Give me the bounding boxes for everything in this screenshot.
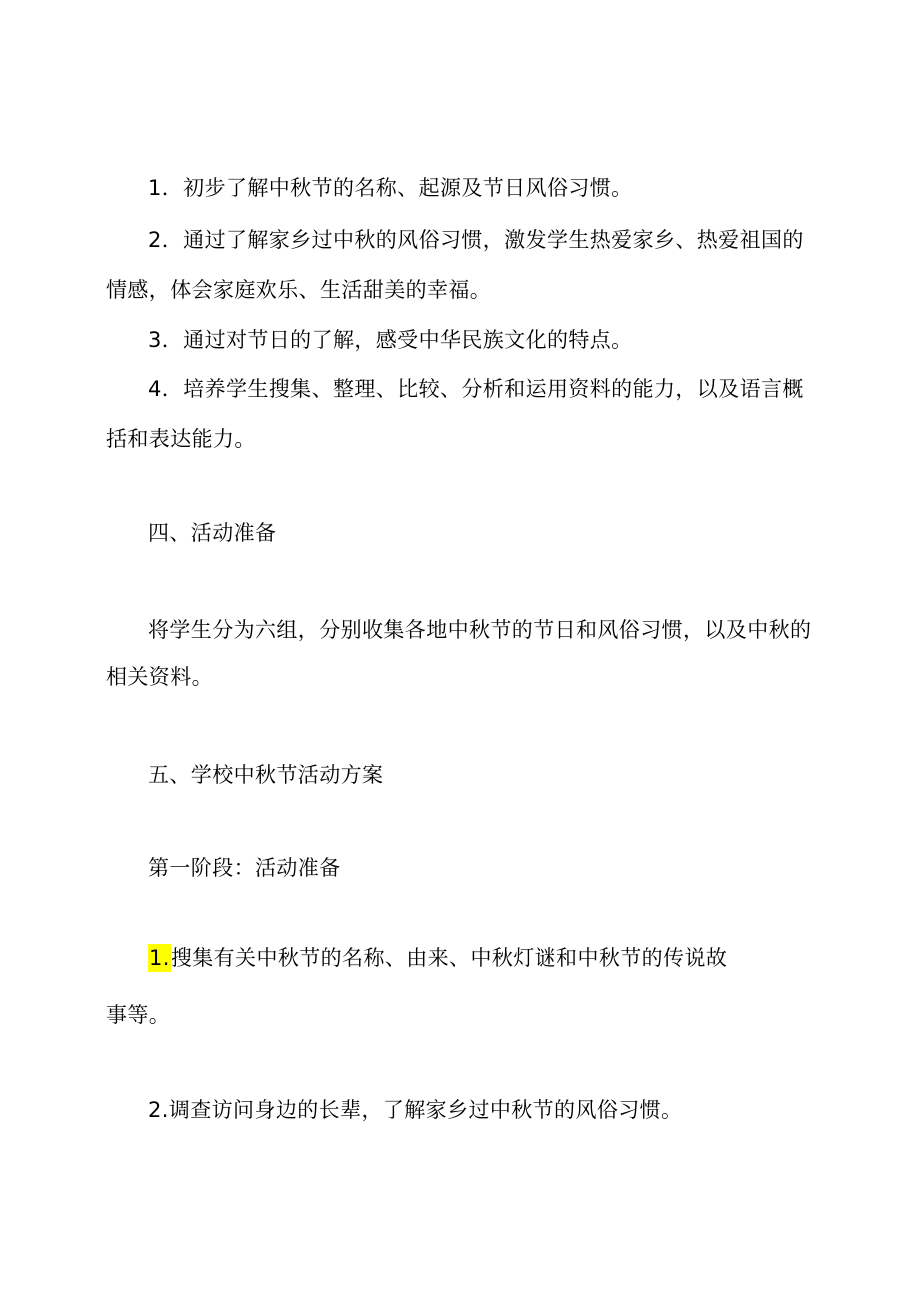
objective-1-number: 1 bbox=[148, 176, 162, 200]
objective-1-line-1 bbox=[148, 174, 633, 202]
objective-1-text: ．初步了解中秋节的名称、起源及节日风俗习惯。 bbox=[161, 176, 633, 200]
objective-3-text: ．通过对节日的了解，感受中华民族文化的特点。 bbox=[161, 328, 633, 352]
objective-2-line-2: 情感，体会家庭欢乐、生活甜美的幸福。 bbox=[106, 278, 492, 302]
objective-2-line-1 bbox=[148, 226, 804, 254]
activity-2-text: 调查访问身边的长辈，了解家乡过中秋节的风俗习惯。 bbox=[168, 1098, 683, 1122]
objective-4-text: ．培养学生搜集、整理、比较、分析和运用资料的能力，以及语言概 bbox=[161, 377, 804, 401]
section-4-paragraph-line-1: 将学生分为六组，分别收集各地中秋节的节日和风俗习惯，以及中秋的 bbox=[148, 618, 812, 642]
phase-1-heading: 第一阶段：活动准备 bbox=[148, 856, 341, 880]
objective-4-line-1 bbox=[148, 375, 804, 403]
activity-1-line-2: 事等。 bbox=[106, 1003, 171, 1027]
objective-2-text: ．通过了解家乡过中秋的风俗习惯，激发学生热爱家乡、热爱祖国的 bbox=[161, 228, 804, 252]
activity-1-line-1 bbox=[148, 944, 727, 972]
activity-2-number: 2. bbox=[148, 1098, 169, 1122]
activity-1-text: 搜集有关中秋节的名称、由来、中秋灯谜和中秋节的传说故 bbox=[170, 946, 728, 970]
section-4-paragraph-line-2: 相关资料。 bbox=[106, 665, 213, 689]
section-5-heading: 五、学校中秋节活动方案 bbox=[148, 763, 384, 787]
objective-4-line-2: 括和表达能力。 bbox=[106, 427, 256, 451]
objective-3-line-1 bbox=[148, 326, 633, 354]
activity-1-number-highlight: 1. bbox=[149, 946, 170, 970]
activity-2-line-1 bbox=[148, 1096, 682, 1124]
objective-3-number: 3 bbox=[148, 328, 162, 352]
section-4-heading: 四、活动准备 bbox=[148, 521, 277, 545]
objective-2-number: 2 bbox=[148, 228, 162, 252]
objective-4-number: 4 bbox=[148, 377, 162, 401]
